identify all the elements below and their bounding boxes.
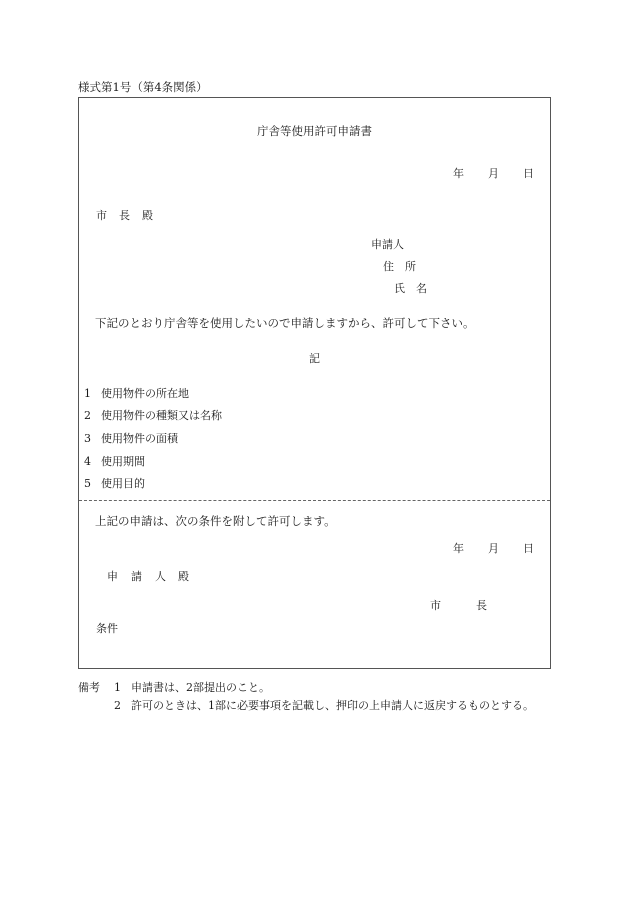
to-applicant-char: 請 xyxy=(131,570,142,583)
addressee-city: 市 xyxy=(96,209,107,222)
mayor-chief: 長 xyxy=(476,599,487,612)
remarks-label: 備考 xyxy=(78,681,100,694)
addressee-chief: 長 xyxy=(119,209,130,222)
name-label-2: 名 xyxy=(416,282,427,295)
section-divider xyxy=(79,500,550,501)
form-title: 庁舎等使用許可申請書 xyxy=(257,124,372,138)
to-applicant-char: 申 xyxy=(107,570,118,583)
address-label-2: 所 xyxy=(405,260,416,273)
name-label-1: 氏 xyxy=(394,282,405,295)
date-top-day: 日 xyxy=(523,167,534,180)
remarks-note-text: 許可のときは、1部に必要事項を記載し、押印の上申請人に返戻するものとする。 xyxy=(131,699,534,712)
item-label: 使用物件の所在地 xyxy=(101,387,189,400)
form-frame xyxy=(78,97,551,669)
item-num: 3 xyxy=(84,432,91,445)
item-num: 4 xyxy=(84,455,91,468)
permit-text: 上記の申請は、次の条件を附して許可します。 xyxy=(95,514,336,528)
date-bottom-year: 年 xyxy=(453,542,464,555)
to-applicant-char: 殿 xyxy=(178,570,189,583)
date-bottom-month: 月 xyxy=(488,542,499,555)
remarks-note-num: 2 xyxy=(114,699,121,712)
remarks-note-num: 1 xyxy=(114,681,121,694)
address-label-1: 住 xyxy=(383,260,394,273)
item-num: 2 xyxy=(84,409,91,422)
date-top-month: 月 xyxy=(488,167,499,180)
conditions-label: 条件 xyxy=(96,622,118,635)
form-id: 様式第1号（第4条関係） xyxy=(78,80,208,94)
item-label: 使用期間 xyxy=(101,455,145,468)
date-top-year: 年 xyxy=(453,167,464,180)
request-text: 下記のとおり庁舎等を使用したいので申請しますから、許可して下さい。 xyxy=(95,316,475,330)
addressee-honorific: 殿 xyxy=(142,209,153,222)
mayor-city: 市 xyxy=(430,599,441,612)
to-applicant-char: 人 xyxy=(155,570,166,583)
ki-marker: 記 xyxy=(309,352,320,365)
item-label: 使用物件の種類又は名称 xyxy=(101,409,222,422)
item-num: 5 xyxy=(84,477,91,490)
date-bottom-day: 日 xyxy=(523,542,534,555)
applicant-label: 申請人 xyxy=(371,238,404,251)
item-label: 使用物件の面積 xyxy=(101,432,178,445)
remarks-note-text: 申請書は、2部提出のこと。 xyxy=(131,681,270,694)
item-label: 使用目的 xyxy=(101,477,145,490)
item-num: 1 xyxy=(84,387,91,400)
